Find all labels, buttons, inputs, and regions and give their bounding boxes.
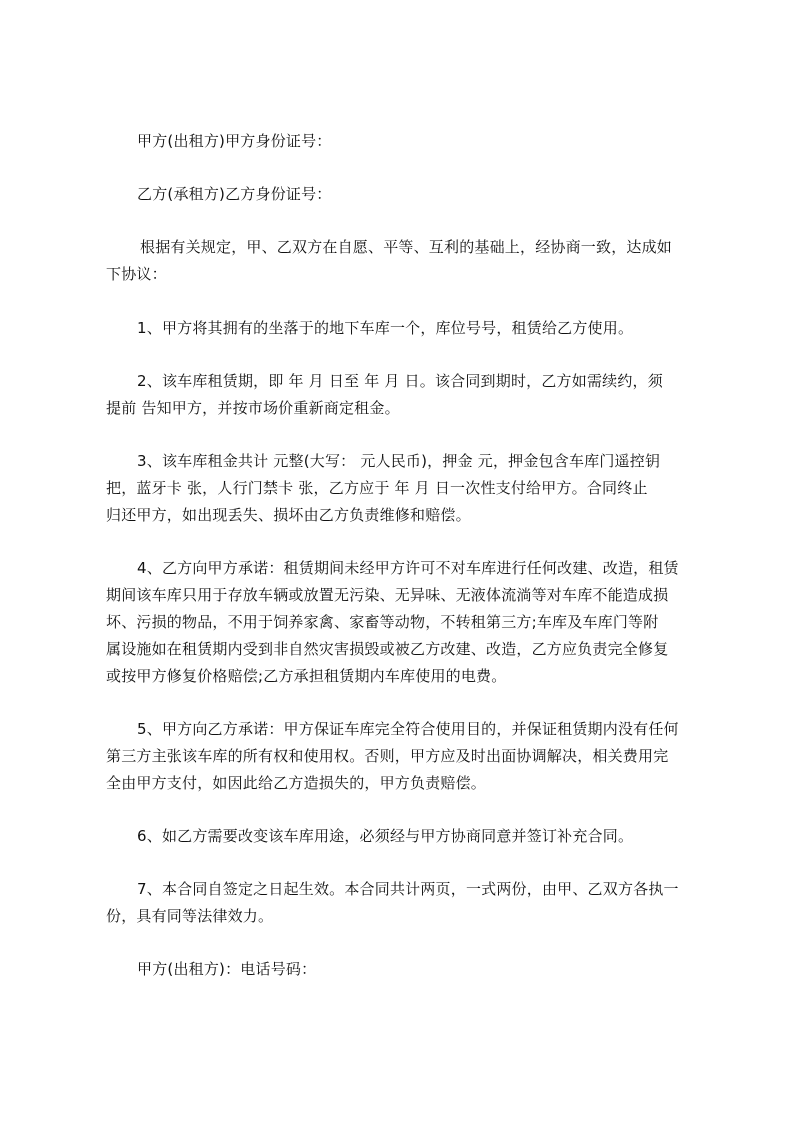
clause-1-line-1: 1、甲方将其拥有的坐落于的地下车库一个，库位号号，租赁给乙方使用。: [137, 319, 634, 337]
clause-3-line-1: 3、该车库租金共计 元整(大写： 元人民币)，押金 元，押金包含车库门遥控钥: [137, 452, 661, 470]
intro-line-1: 根据有关规定，甲、乙双方在自愿、平等、互利的基础上，经协商一致，达成如: [140, 238, 673, 256]
party-a-header: 甲方(出租方)甲方身份证号：: [137, 132, 332, 150]
clause-5-line-2: 第三方主张该车库的所有权和使用权。否则，甲方应及时出面协调解决，相关费用完: [106, 747, 669, 765]
clause-6-line-1: 6、如乙方需要改变该车库用途，必须经与甲方协商同意并签订补充合同。: [137, 827, 634, 845]
clause-3-line-3: 归还甲方，如出现丢失、损坏由乙方负责维修和赔偿。: [106, 506, 471, 524]
clause-5-line-3: 全由甲方支付，如因此给乙方造损失的，甲方负责赔偿。: [106, 774, 487, 792]
intro-line-2: 下协议：: [106, 265, 167, 283]
clause-7-line-2: 份，具有同等法律效力。: [106, 907, 274, 925]
footer-signature-line: 甲方(出租方)：电话号码：: [137, 960, 317, 978]
party-b-header: 乙方(承租方)乙方身份证号：: [137, 185, 332, 203]
clause-4-line-1: 4、乙方向甲方承诺：租赁期间未经甲方许可不对车库进行任何改建、改造，租赁: [137, 559, 679, 577]
clause-3-line-2: 把，蓝牙卡 张，人行门禁卡 张，乙方应于 年 月 日一次性支付给甲方。合同终止: [106, 479, 648, 497]
clause-7-line-1: 7、本合同自签定之日起生效。本合同共计两页，一式两份，由甲、乙双方各执一: [137, 880, 679, 898]
clause-4-line-4: 属设施如在租赁期内受到非自然灾害损毁或被乙方改建、改造，乙方应负责完全修复: [106, 640, 669, 658]
clause-2-line-1: 2、该车库租赁期，即 年 月 日至 年 月 日。该合同到期时，乙方如需续约，须: [137, 372, 663, 390]
clause-2-line-2: 提前 告知甲方，并按市场价重新商定租金。: [106, 399, 400, 417]
clause-4-line-2: 期间该车库只用于存放车辆或放置无污染、无异味、无液体流淌等对车库不能造成损: [106, 586, 669, 604]
clause-5-line-1: 5、甲方向乙方承诺：甲方保证车库完全符合使用目的，并保证租赁期内没有任何: [137, 720, 679, 738]
clause-4-line-5: 或按甲方修复价格赔偿;乙方承担租赁期内车库使用的电费。: [106, 667, 507, 685]
clause-4-line-3: 坏、污损的物品，不用于饲养家禽、家畜等动物，不转租第三方;车库及车库门等附: [106, 613, 659, 631]
